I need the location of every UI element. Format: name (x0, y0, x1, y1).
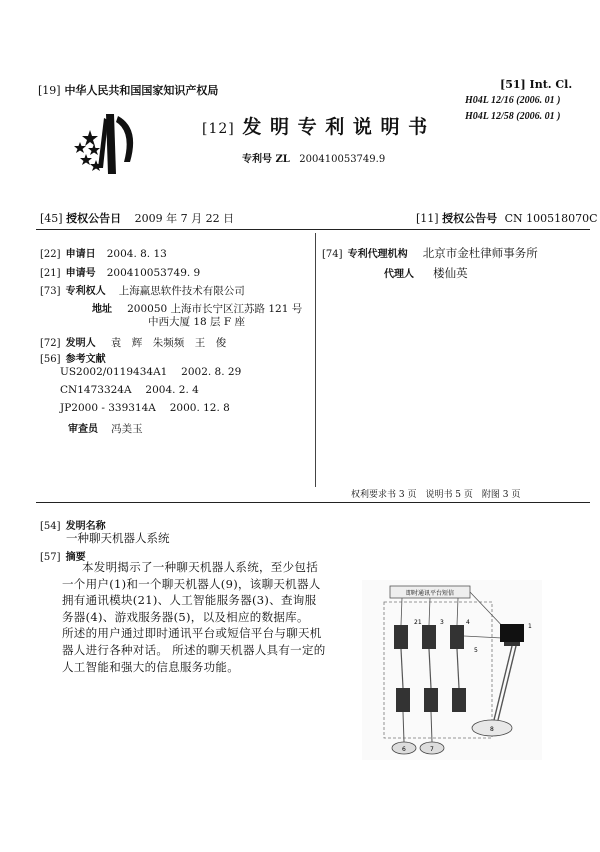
field-label: 申请号 (65, 268, 96, 279)
field-label: 参考文献 (65, 354, 106, 365)
field-value: 200410053749. 9 (106, 267, 201, 279)
field-label: 申请日 (65, 249, 96, 260)
grant-date: 2009 年 7 月 22 日 (134, 212, 235, 225)
grant-number-label: 授权公告号 (442, 212, 498, 225)
field-agency (322, 242, 538, 261)
label-21: 21 (414, 619, 422, 626)
abstract-line: 拥有通讯模块(21)、人工智能服务器(3)、查询服 (62, 593, 317, 608)
server-icon (394, 625, 408, 649)
field-value: 北京市金杜律师事务所 (422, 246, 538, 260)
int-cl-label: [51] Int. Cl. (500, 78, 573, 91)
label-6: 6 (402, 746, 406, 753)
field-code: [72] (40, 338, 61, 349)
abstract-line: 务器(4)、游戏服务器(5)，以及相应的数据库。 (62, 609, 309, 624)
label-1: 1 (528, 623, 532, 630)
server-icon (424, 688, 438, 712)
field-label: 发明人 (65, 338, 96, 349)
field-code: [56] (40, 354, 61, 365)
server-icon (396, 688, 410, 712)
field-patentee (40, 279, 245, 298)
field-label: 代理人 (384, 269, 414, 280)
label-3: 3 (440, 619, 444, 626)
label-8: 8 (490, 726, 494, 733)
code-12: [12] (202, 121, 235, 137)
field-code: [74] (322, 249, 343, 260)
system-drawing (362, 580, 542, 760)
field-label: 审查员 (68, 424, 98, 435)
field-label: 专利权人 (65, 286, 106, 297)
reference-2: CN1473324A 2004. 2. 4 (60, 384, 199, 396)
label-7: 7 (430, 746, 434, 753)
field-code: [73] (40, 286, 61, 297)
platform-label: 即时通讯平台短信 (405, 590, 455, 597)
code-11: [11] (416, 212, 439, 225)
grant-number: CN 100518070C (504, 212, 598, 225)
field-label: 摘要 (65, 552, 86, 563)
field-code: [54] (40, 521, 61, 532)
column-divider (315, 233, 316, 487)
reference-1: US2002/0119434A1 2002. 8. 29 (60, 366, 242, 378)
abstract-line: 本发明揭示了一种聊天机器人系统，至少包括 (82, 560, 318, 574)
field-code: [21] (40, 268, 61, 279)
server-icon (452, 688, 466, 712)
field-filing-date (40, 242, 167, 261)
abstract-line: 一个用户(1)和一个聊天机器人(9)，该聊天机器人 (62, 576, 321, 591)
ipc-line-2: H04L 12/58 (2006. 01 ) (465, 111, 561, 122)
field-agent (384, 262, 468, 281)
grant-date-label: 授权公告日 (66, 212, 122, 225)
reference-3: JP2000 - 339314A 2000. 12. 8 (60, 402, 230, 414)
invention-title: 一种聊天机器人系统 (66, 531, 170, 545)
field-code: [22] (40, 249, 61, 260)
abstract-line: 所述的用户通过即时通讯平台或短信平台与聊天机 (62, 626, 322, 641)
field-label: 地址 (92, 304, 112, 315)
field-examiner (68, 417, 143, 436)
field-value: 2004. 8. 13 (106, 248, 167, 260)
field-address-line2: 中西大厦 18 层 F 座 (148, 316, 245, 328)
document-type-title: 发 明 专 利 说 明 书 (242, 116, 429, 138)
abstract-line: 器人进行各种对话。 所述的聊天机器人具有一定的 (62, 642, 326, 657)
server-icon (450, 625, 464, 649)
field-value: 上海赢思软件技术有限公司 (118, 285, 245, 297)
label-4: 4 (466, 619, 470, 626)
patent-number-label: 专利号 ZL (242, 154, 290, 165)
field-value: 200050 上海市长宁区江苏路 121 号 (127, 303, 303, 315)
code-19: [19] (38, 84, 61, 97)
authority-name: 中华人民共和国国家知识产权局 (64, 84, 219, 97)
computer-icon (500, 624, 524, 642)
field-code: [57] (40, 552, 61, 563)
divider-top (36, 229, 590, 230)
server-icon (422, 625, 436, 649)
abstract-body (62, 559, 332, 675)
abstract-line: 人工智能和强大的信息服务功能。 (62, 659, 239, 674)
code-45: [45] (40, 212, 63, 225)
patent-number: 200410053749.9 (299, 154, 386, 165)
field-value: 袁 辉 朱频频 王 俊 (110, 337, 227, 349)
field-value: 冯美玉 (111, 423, 143, 435)
field-application-no (40, 261, 200, 280)
field-label: 发明名称 (65, 521, 106, 532)
field-value: 楼仙英 (433, 266, 468, 280)
divider-middle (36, 502, 590, 503)
label-5: 5 (474, 647, 478, 654)
pages-note: 权利要求书 3 页 说明书 5 页 附图 3 页 (351, 490, 521, 500)
ipc-line-1: H04L 12/16 (2006. 01 ) (465, 95, 561, 106)
field-label: 专利代理机构 (347, 249, 408, 260)
sipo-emblem-icon (68, 110, 148, 178)
